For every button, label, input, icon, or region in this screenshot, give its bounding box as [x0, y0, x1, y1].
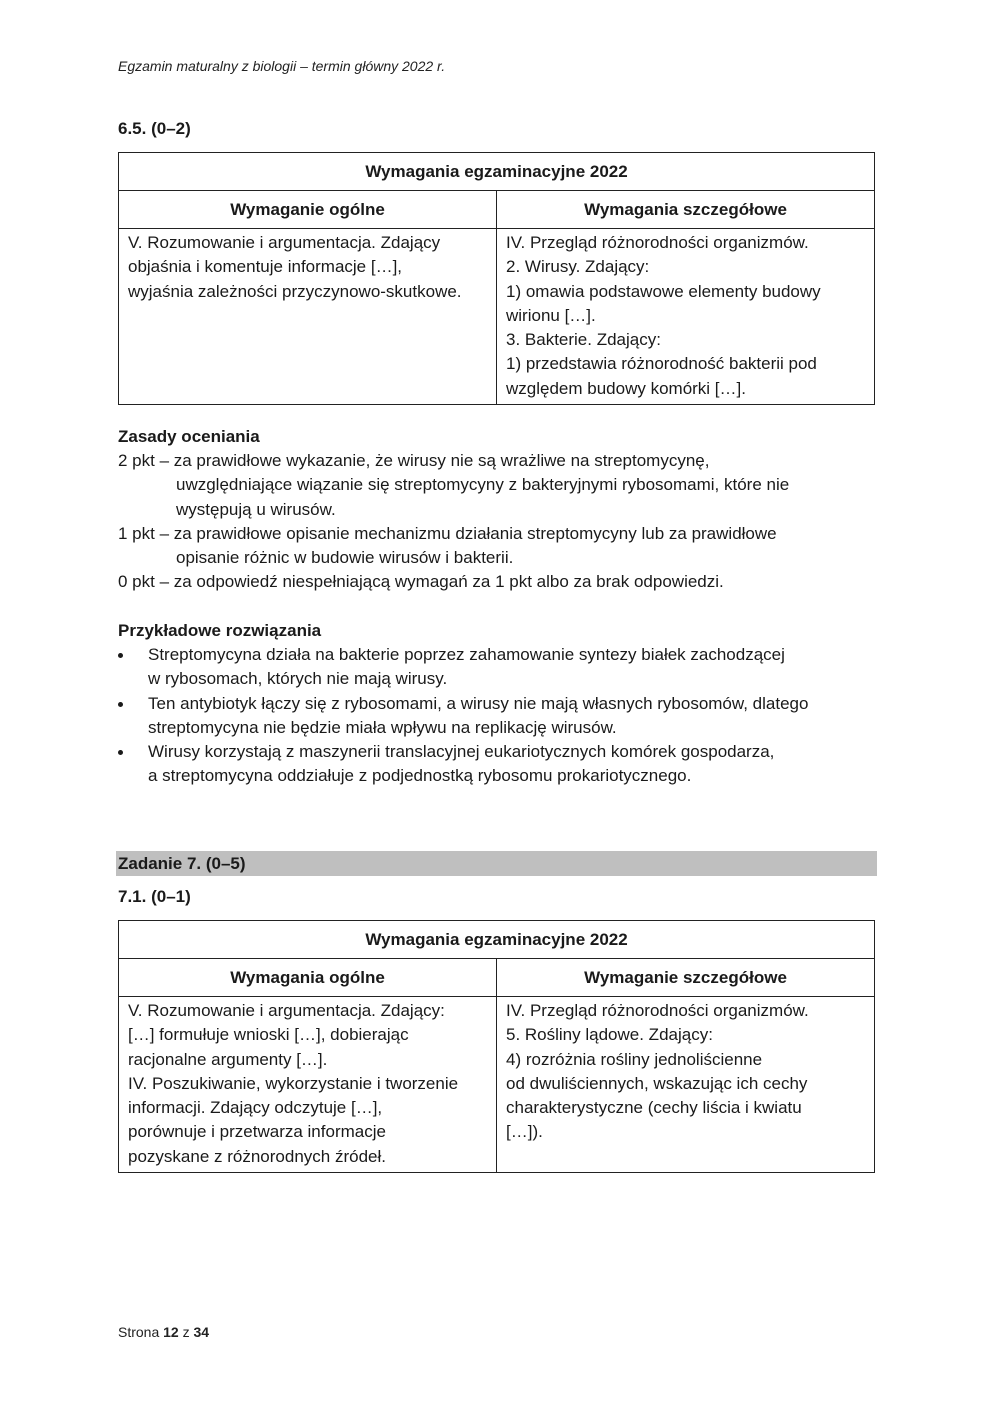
section-7-1-title: 7.1. (0–1) [118, 887, 191, 906]
cell-line: charakterystyczne (cechy liścia i kwiatu [506, 1098, 802, 1118]
cell-line: 3. Bakterie. Zdający: [506, 330, 661, 350]
cell-line: IV. Przegląd różnorodności organizmów. [506, 1001, 809, 1020]
scoring-line: opisanie różnic w budowie wirusów i bakterii. [176, 548, 514, 568]
column-header-detailed: Wymagania szczegółowe [497, 191, 875, 229]
page-header: Egzamin maturalny z biologii – termin główny 2022 r. [118, 58, 446, 74]
list-item [118, 643, 878, 692]
footer-prefix: Strona [118, 1324, 160, 1340]
cell-line: 1) przedstawia różnorodność bakterii pod [506, 354, 817, 374]
page-total: 34 [193, 1324, 210, 1340]
item-line: a streptomycyna oddziałuje z podjednostką rybosomu prokariotycznego. [148, 766, 692, 786]
scoring-rules [118, 425, 878, 595]
cell-line: 2. Wirusy. Zdający: [506, 257, 650, 277]
example-solutions [118, 619, 878, 789]
page-footer [118, 1324, 209, 1340]
general-requirement-cell [119, 997, 497, 1173]
detailed-requirement-cell [497, 997, 875, 1173]
item-line: Streptomycyna działa na bakterie poprzez zahamowanie syntezy białek zachodzącej [148, 645, 785, 664]
cell-line: od dwuliściennych, wskazując ich cechy [506, 1073, 808, 1093]
section-6-5-title: 6.5. (0–2) [118, 119, 191, 138]
cell-line: pozyskane z różnorodnych źródeł. [128, 1146, 386, 1166]
cell-line: IV. Przegląd różnorodności organizmów. [506, 233, 809, 252]
column-header-general: Wymaganie ogólne [119, 191, 497, 229]
cell-line: wirionu […]. [506, 305, 596, 325]
scoring-line: występują u wirusów. [176, 499, 336, 519]
cell-line: […]). [506, 1122, 543, 1142]
cell-line: porównuje i przetwarza informacje [128, 1122, 386, 1142]
cell-line: 5. Rośliny lądowe. Zdający: [506, 1025, 713, 1045]
scoring-title: Zasady oceniania [118, 427, 260, 446]
cell-line: IV. Poszukiwanie, wykorzystanie i tworzenie [128, 1073, 459, 1093]
requirements-table-6-5 [118, 152, 875, 405]
table-caption: Wymagania egzaminacyjne 2022 [119, 153, 875, 191]
list-item [118, 740, 878, 789]
cell-line: informacji. Zdający odczytuje […], [128, 1098, 383, 1118]
cell-line: V. Rozumowanie i argumentacja. Zdający: [128, 1001, 445, 1020]
table-caption: Wymagania egzaminacyjne 2022 [119, 921, 875, 959]
cell-line: V. Rozumowanie i argumentacja. Zdający [128, 233, 441, 252]
column-header-detailed: Wymaganie szczegółowe [497, 959, 875, 997]
cell-line: względem budowy komórki […]. [506, 378, 746, 398]
footer-sep: z [182, 1324, 190, 1340]
cell-line: 1) omawia podstawowe elementy budowy [506, 281, 821, 301]
scoring-line: 0 pkt – za odpowiedź niespełniającą wymagań za 1 pkt albo za brak odpowiedzi. [118, 572, 724, 592]
general-requirement-cell [119, 229, 497, 405]
column-header-general: Wymagania ogólne [119, 959, 497, 997]
page-number: 12 [163, 1324, 179, 1340]
examples-title: Przykładowe rozwiązania [118, 621, 322, 640]
cell-line: 4) rozróżnia rośliny jednoliścienne [506, 1049, 763, 1069]
item-line: streptomycyna nie będzie miała wpływu na replikację wirusów. [148, 717, 617, 737]
scoring-line: uwzględniające wiązanie się streptomycyny z bakteryjnymi rybosomami, które nie [176, 475, 790, 495]
scoring-line: 2 pkt – za prawidłowe wykazanie, że wirusy nie są wrażliwe na streptomycynę, [118, 451, 710, 470]
task-7-heading: Zadanie 7. (0–5) [116, 851, 877, 876]
item-line: Wirusy korzystają z maszynerii translacyjnej eukariotycznych komórek gospodarza, [148, 742, 775, 762]
list-item [118, 692, 878, 741]
requirements-table-7-1 [118, 920, 875, 1173]
cell-line: racjonalne argumenty […]. [128, 1049, 328, 1069]
item-line: Ten antybiotyk łączy się z rybosomami, a wirusy nie mają własnych rybosomów, dlatego [148, 693, 809, 713]
cell-line: […] formułuje wnioski […], dobierając [128, 1025, 409, 1045]
scoring-line: 1 pkt – za prawidłowe opisanie mechanizmu działania streptomycyny lub za prawidłowe [118, 523, 777, 543]
cell-line: wyjaśnia zależności przyczynowo-skutkowe. [128, 281, 462, 301]
item-line: w rybosomach, których nie mają wirusy. [148, 669, 448, 689]
cell-line: objaśnia i komentuje informacje […], [128, 257, 403, 277]
detailed-requirement-cell [497, 229, 875, 405]
